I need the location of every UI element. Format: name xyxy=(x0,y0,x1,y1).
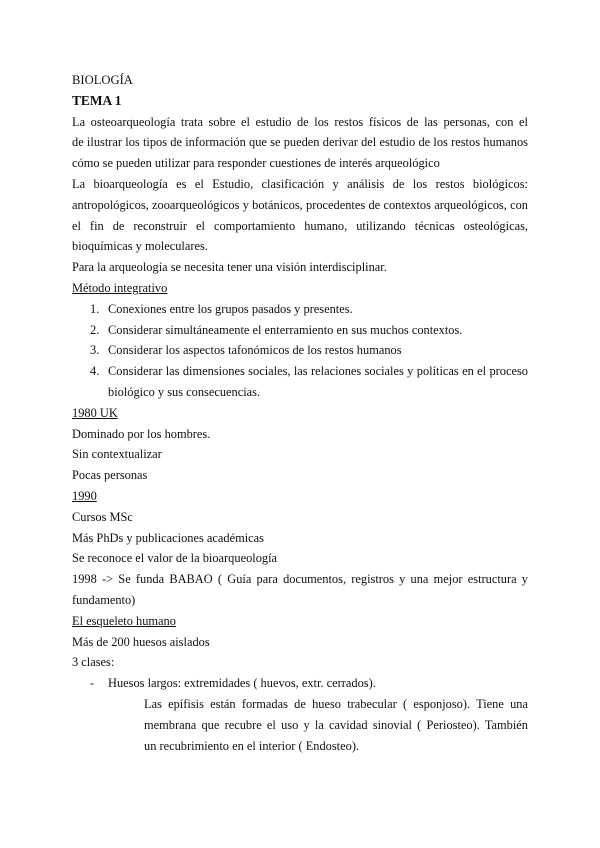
list-item-text: Considerar los aspectos tafonómicos de los restos humanos xyxy=(108,343,402,358)
heading-1990: 1990 xyxy=(72,488,97,503)
metodo-item xyxy=(72,320,528,341)
list-item-text: Considerar simultáneamente el enterramiento en sus muchos contextos. xyxy=(108,322,463,337)
list-number: 1. xyxy=(90,301,100,316)
interdisciplinar-text: Para la arqueología se necesita tener una visión interdisciplinar. xyxy=(72,260,387,275)
bio-line-3: el fin de reconstruir el comportamiento humano, utilizando técnicas osteológicas, xyxy=(72,218,528,233)
list-number: 3. xyxy=(90,343,100,358)
item-1990: Más PhDs y publicaciones académicas xyxy=(72,530,265,545)
document-page xyxy=(72,70,528,756)
subject-title: BIOLOGÍA xyxy=(72,73,133,87)
intro-line-3: cómo se pueden utilizar para responder cuestiones de interés arqueológico xyxy=(72,156,440,171)
huesos-count: Más de 200 huesos aislados xyxy=(72,634,210,649)
babao-line-1: 1998 -> Se funda BABAO ( Guía para documentos, registros y una mejor estructura y xyxy=(72,572,528,587)
epifisis-line-1: Las epífisis están formadas de hueso trabecular ( esponjoso). Tiene una xyxy=(144,696,528,711)
list-item-continuation: biológico y sus consecuencias. xyxy=(108,384,261,399)
dash-item-text: Huesos largos: extremidades ( huevos, extr. cerrados). xyxy=(108,676,376,691)
item-1990: Cursos MSc xyxy=(72,509,133,524)
item-1980: Pocas personas xyxy=(72,468,148,483)
esqueleto-heading: El esqueleto humano xyxy=(72,613,176,628)
item-1980: Dominado por los hombres. xyxy=(72,426,211,441)
metodo-heading: Método integrativo xyxy=(72,280,168,295)
list-number: 4. xyxy=(90,364,100,379)
metodo-item xyxy=(72,299,528,320)
metodo-item xyxy=(72,361,528,382)
dash-list-item xyxy=(72,673,528,694)
intro-line-2: de ilustrar los tipos de información que se pueden derivar del estudio de los restos humanos xyxy=(72,135,528,150)
intro-line-1: La osteoarqueología trata sobre el estudio de los restos físicos de las personas, con el xyxy=(72,114,528,129)
metodo-item xyxy=(72,340,528,361)
epifisis-line-3: un recubrimiento en el interior ( Endosteo). xyxy=(144,738,360,753)
bio-line-4: bioquímicas y moleculares. xyxy=(72,239,208,254)
dash-bullet: - xyxy=(90,676,95,691)
item-1980: Sin contextualizar xyxy=(72,447,162,462)
list-number: 2. xyxy=(90,322,100,337)
bio-line-1: La bioarqueología es el Estudio, clasificación y análisis de los restos biológicos: xyxy=(72,176,528,191)
heading-1980: 1980 UK xyxy=(72,405,118,420)
bio-line-2: antropológicos, zooarqueológicos y botánicos, procedentes de contextos arqueológicos, con xyxy=(72,197,528,212)
item-1990: Se reconoce el valor de la bioarqueología xyxy=(72,551,278,566)
clases-text: 3 clases: xyxy=(72,655,115,670)
tema-heading: TEMA 1 xyxy=(72,92,122,108)
list-item-text: Conexiones entre los grupos pasados y presentes. xyxy=(108,301,353,316)
list-item-text: Considerar las dimensiones sociales, las relaciones sociales y políticas en el proceso xyxy=(108,364,528,379)
epifisis-line-2: membrana que recubre el uso y la cavidad sinovial ( Periosteo). También xyxy=(144,717,528,732)
babao-line-2: fundamento) xyxy=(72,592,136,607)
